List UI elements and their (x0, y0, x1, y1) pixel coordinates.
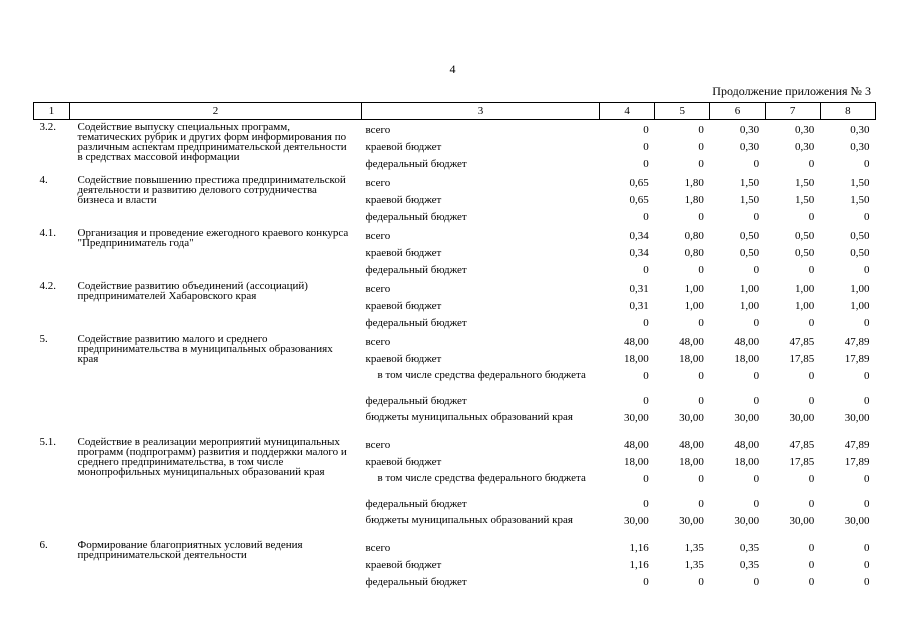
amount-cell: 30,00 (789, 515, 815, 527)
appendix-continuation-label: Продолжение приложения № 3 (712, 84, 871, 98)
amount-cell: 0,50 (795, 230, 815, 242)
amount-cell: 48,00 (679, 336, 704, 348)
amount-cell: 0,31 (629, 300, 649, 312)
amount-cell: 0 (753, 498, 760, 510)
amount-cell: 0,80 (684, 247, 704, 259)
amount-cell: 18,00 (679, 353, 704, 365)
amount-cell: 18,00 (623, 353, 649, 365)
table-row (34, 173, 876, 192)
amount-cell: 48,00 (734, 336, 760, 348)
amount-cell: 48,00 (734, 439, 760, 451)
funding-source: краевой бюджет (365, 247, 442, 259)
item-title: Организация и проведение ежегодного краевого конкурса "Предприниматель года" (77, 227, 349, 249)
page-number: 4 (449, 62, 456, 76)
amount-cell: 0 (753, 395, 760, 407)
amount-cell: 1,00 (850, 283, 870, 295)
amount-cell: 0 (863, 158, 870, 170)
amount-cell: 17,85 (789, 456, 815, 468)
funding-source: федеральный бюджет (365, 317, 467, 329)
amount-cell: 0 (698, 124, 704, 136)
amount-cell: 0,80 (684, 230, 704, 242)
funding-source: краевой бюджет (365, 300, 442, 312)
item-title: Содействие в реализации мероприятий муниципальных программ (подпрограмм) развития и поддержки малого и среднего предпринимательства, в том числе монопрофильных муниципальных образований края (77, 436, 347, 478)
amount-cell: 30,00 (844, 515, 870, 527)
amount-cell: 47,85 (789, 336, 815, 348)
amount-cell: 0 (698, 395, 704, 407)
amount-cell: 0 (643, 576, 649, 588)
item-number: 6. (39, 539, 48, 551)
amount-cell: 1,50 (850, 194, 870, 206)
funding-source: всего (365, 542, 391, 554)
funding-source: всего (365, 230, 391, 242)
column-header: 3 (362, 103, 600, 120)
column-header: 1 (34, 103, 70, 120)
funding-source: в том числе средства федерального бюджета (377, 369, 586, 381)
amount-cell: 0,50 (850, 247, 870, 259)
table-row (34, 538, 876, 557)
funding-source: в том числе средства федерального бюджета (377, 472, 586, 484)
amount-cell: 1,00 (795, 283, 815, 295)
amount-cell: 1,00 (684, 283, 704, 295)
funding-source: бюджеты муниципальных образований края (365, 411, 573, 423)
amount-cell: 48,00 (623, 336, 649, 348)
amount-cell: 1,00 (850, 300, 870, 312)
amount-cell: 0 (808, 576, 815, 588)
amount-cell: 0 (863, 498, 870, 510)
funding-source: краевой бюджет (365, 141, 442, 153)
amount-cell: 30,00 (623, 412, 649, 424)
item-number: 4. (39, 174, 48, 186)
item-number: 3.2. (39, 121, 56, 133)
funding-source: федеральный бюджет (365, 264, 467, 276)
amount-cell: 0 (808, 264, 815, 276)
amount-cell: 0,50 (739, 230, 760, 242)
amount-cell: 0,30 (795, 141, 815, 153)
amount-cell: 0 (643, 395, 649, 407)
amount-cell: 0,65 (629, 177, 649, 189)
amount-cell: 0 (808, 473, 815, 485)
table-row (34, 226, 876, 245)
amount-cell: 0 (643, 264, 649, 276)
amount-cell: 0 (863, 211, 870, 223)
amount-cell: 0 (698, 141, 704, 153)
amount-cell: 1,50 (795, 194, 815, 206)
column-header: 7 (765, 103, 820, 120)
table-row (34, 332, 876, 351)
column-header: 2 (70, 103, 362, 120)
amount-cell: 17,89 (844, 353, 870, 365)
item-title: Содействие развитию малого и среднего предпринимательства в муниципальных образованиях края (77, 333, 333, 365)
column-header: 8 (820, 103, 875, 120)
amount-cell: 1,80 (684, 194, 704, 206)
amount-cell: 0 (753, 317, 760, 329)
amount-cell: 0 (643, 370, 649, 382)
amount-cell: 0 (753, 264, 760, 276)
amount-cell: 1,80 (684, 177, 704, 189)
amount-cell: 0 (643, 124, 649, 136)
funding-source: краевой бюджет (365, 194, 442, 206)
amount-cell: 0 (753, 473, 760, 485)
amount-cell: 0,30 (739, 124, 760, 136)
amount-cell: 0 (863, 576, 870, 588)
amount-cell: 0,35 (739, 542, 760, 554)
amount-cell: 30,00 (623, 515, 649, 527)
amount-cell: 47,89 (844, 439, 870, 451)
amount-cell: 30,00 (789, 412, 815, 424)
amount-cell: 0,34 (629, 230, 649, 242)
item-number: 5.1. (39, 436, 56, 448)
amount-cell: 0 (698, 576, 704, 588)
amount-cell: 0 (698, 473, 704, 485)
amount-cell: 0 (808, 498, 815, 510)
amount-cell: 0,30 (850, 141, 870, 153)
amount-cell: 0 (863, 559, 870, 571)
amount-cell: 0 (808, 211, 815, 223)
amount-cell: 47,89 (844, 336, 870, 348)
amount-cell: 1,00 (739, 283, 760, 295)
amount-cell: 1,16 (629, 542, 649, 554)
amount-cell: 0 (698, 158, 704, 170)
amount-cell: 0 (698, 211, 704, 223)
funding-source: федеральный бюджет (365, 158, 467, 170)
amount-cell: 30,00 (679, 412, 704, 424)
amount-cell: 1,35 (684, 542, 704, 554)
amount-cell: 0,65 (629, 194, 649, 206)
item-number: 5. (39, 333, 48, 345)
table-row (34, 120, 876, 140)
amount-cell: 17,89 (844, 456, 870, 468)
amount-cell: 0 (698, 370, 704, 382)
amount-cell: 17,85 (789, 353, 815, 365)
amount-cell: 18,00 (679, 456, 704, 468)
amount-cell: 0 (643, 141, 649, 153)
amount-cell: 0 (808, 559, 815, 571)
funding-source: бюджеты муниципальных образований края (365, 514, 573, 526)
amount-cell: 30,00 (734, 515, 760, 527)
column-header: 6 (710, 103, 765, 120)
amount-cell: 0 (863, 542, 870, 554)
item-title: Содействие развитию объединений (ассоциаций) предпринимателей Хабаровского края (77, 280, 308, 302)
funding-source: краевой бюджет (365, 353, 442, 365)
funding-source: всего (365, 283, 391, 295)
amount-cell: 30,00 (844, 412, 870, 424)
amount-cell: 0 (808, 370, 815, 382)
amount-cell: 0 (698, 317, 704, 329)
amount-cell: 0 (863, 395, 870, 407)
table-row (34, 435, 876, 454)
amount-cell: 18,00 (734, 456, 760, 468)
funding-source: всего (365, 177, 391, 189)
item-title: Формирование благоприятных условий ведения предпринимательской деятельности (77, 539, 303, 561)
amount-cell: 0 (643, 473, 649, 485)
amount-cell: 0 (863, 473, 870, 485)
amount-cell: 0 (863, 264, 870, 276)
amount-cell: 1,50 (850, 177, 870, 189)
item-title: Содействие выпуску специальных программ, тематических рубрик и других форм информирования по различным аспектам предпринимательской деятельности в средствах массовой информации (77, 121, 347, 163)
amount-cell: 0,50 (850, 230, 870, 242)
amount-cell: 1,50 (795, 177, 815, 189)
amount-cell: 0,30 (850, 124, 870, 136)
amount-cell: 0 (863, 317, 870, 329)
amount-cell: 1,50 (739, 177, 760, 189)
funding-source: федеральный бюджет (365, 576, 467, 588)
funding-source: краевой бюджет (365, 559, 442, 571)
amount-cell: 0 (863, 370, 870, 382)
table-row (34, 279, 876, 298)
amount-cell: 0 (643, 158, 649, 170)
funding-source: федеральный бюджет (365, 498, 467, 510)
amount-cell: 0,31 (629, 283, 649, 295)
funding-source: краевой бюджет (365, 456, 442, 468)
amount-cell: 0 (643, 317, 649, 329)
amount-cell: 0 (698, 498, 704, 510)
funding-source: федеральный бюджет (365, 211, 467, 223)
amount-cell: 48,00 (623, 439, 649, 451)
column-header-row (34, 103, 876, 120)
column-header: 5 (655, 103, 710, 120)
amount-cell: 0,50 (795, 247, 815, 259)
amount-cell: 1,16 (629, 559, 649, 571)
amount-cell: 18,00 (623, 456, 649, 468)
amount-cell: 0,34 (629, 247, 649, 259)
amount-cell: 0 (808, 542, 815, 554)
funding-source: всего (365, 124, 391, 136)
item-number: 4.1. (39, 227, 56, 239)
amount-cell: 47,85 (789, 439, 815, 451)
amount-cell: 48,00 (679, 439, 704, 451)
amount-cell: 1,00 (684, 300, 704, 312)
amount-cell: 30,00 (679, 515, 704, 527)
item-number: 4.2. (39, 280, 56, 292)
amount-cell: 0 (753, 576, 760, 588)
amount-cell: 0 (753, 370, 760, 382)
amount-cell: 0 (643, 498, 649, 510)
amount-cell: 0 (753, 211, 760, 223)
amount-cell: 1,35 (684, 559, 704, 571)
item-title: Содействие повышению престижа предпринимательской деятельности и развитию делового сотрудничества бизнеса и власти (77, 174, 346, 206)
amount-cell: 0,50 (739, 247, 760, 259)
funding-source: федеральный бюджет (365, 395, 467, 407)
amount-cell: 0,30 (795, 124, 815, 136)
column-header: 4 (600, 103, 655, 120)
funding-source: всего (365, 439, 391, 451)
budget-table (33, 102, 876, 591)
table-body (34, 120, 876, 592)
amount-cell: 0 (698, 264, 704, 276)
amount-cell: 0 (808, 317, 815, 329)
amount-cell: 0 (808, 395, 815, 407)
amount-cell: 1,50 (739, 194, 760, 206)
amount-cell: 1,00 (795, 300, 815, 312)
amount-cell: 18,00 (734, 353, 760, 365)
amount-cell: 30,00 (734, 412, 760, 424)
amount-cell: 1,00 (739, 300, 760, 312)
amount-cell: 0 (808, 158, 815, 170)
amount-cell: 0 (753, 158, 760, 170)
funding-source: всего (365, 336, 391, 348)
amount-cell: 0 (643, 211, 649, 223)
amount-cell: 0,35 (739, 559, 760, 571)
amount-cell: 0,30 (739, 141, 760, 153)
